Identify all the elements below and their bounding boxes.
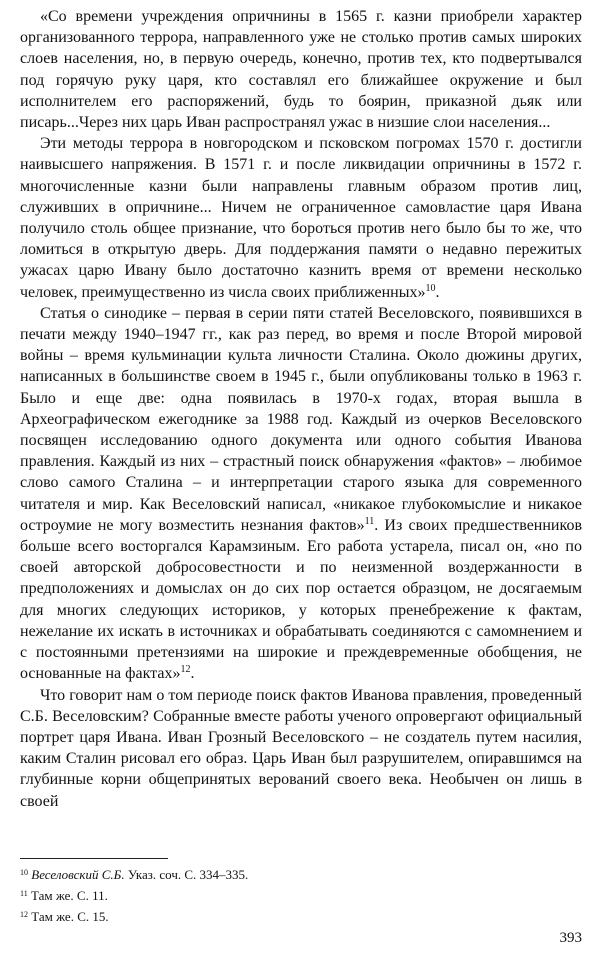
footnote-ref-10[interactable]: 10 [425, 282, 436, 294]
footnotes [20, 864, 580, 927]
main-text [20, 6, 582, 812]
paragraph-2: Эти методы террора в новгородском и псковском погромах 1570 г. достигли наивысшего напряжения. В 1571 г. и после ликвидации опричнины в 1572 г. многочисленные казни были направлены главным образом против лиц, служивших в опричнине... Ничем не ограниченное самовластие царя Ивана получило столь общее признание, что бороться против него было бы то же, что ломиться в открытую дверь. Для поддержания памяти о недавно пережитых ужасах царю Ивану было достаточно казнить время от времени несколько человек, преимущественно из числа своих приближенных»$^{10}$. [20, 135, 582, 301]
paragraph-4: Что говорит нам о том периоде поиск фактов Иванова правления, проведенный С.Б. Веселовским? Собранные вместе работы ученого опровергают официальный портрет царя Ивана. Иван Грозный Веселовского – не создатель путем насилия, каким Сталин рисовал его образ. Царь Иван был разрушителем, опиравшимся на глубинные корни общепринятых верований своего века. Необычен он лишь в своей [20, 686, 582, 810]
paragraph-1: «Со времени учреждения опричнины в 1565 г. казни приобрели характер организованного террора, направленного уже не столько против самых широких слоев населения, но, в первую очередь, конечно, против тех, кто подвертывался под горячую руку царя, кто составлял его ближайшее окружение и был исполнителем его распоряжений, будь то боярин, приказной дьяк или писарь...Через них царь Иван распространял ужас в низшие слои населения... [20, 8, 582, 132]
footnote-divider [20, 858, 168, 859]
footnote-11: $^{11}$ Там же. С. 11. [20, 888, 108, 903]
page-number: 393 [559, 930, 582, 946]
footnote-10: $^{10}$ Веселовский С.Б. Указ. соч. С. 334–335. [20, 867, 249, 882]
paragraph-3: Статья о синодике – первая в серии пяти статей Веселовского, появившихся в печати между 1940–1947 гг., как раз перед, во время и после Второй мировой войны – время кульминации культа личности Сталина. Около дюжины других, написанных в большинстве своем в 1945 г., были опубликованы только в 1963 г. Было и еще две: одна появилась в 1970-х годах, вторая вышла в Археографическом ежегоднике за 1988 год. Каждый из очерков Веселовского посвящен исследованию одного документа или одного события Иванова правления. Каждый из них – страстный поиск обнаружения «фактов» – любимое слово самого Сталина – и интерпретации старого языка для современного читателя и мир. Как Веселовский написал, «никакое глубокомыслие и никакое остроумие не могу возместить незнания фактов»$^{11}$. Из своих предшественников больше всего восторгался Карамзиным. Его работа устарела, писал он, «но по своей авторской добросовестности и по неизменной воздержанности в предположениях и домыслах он до сих пор остается образцом, не досягаемым для многих следующих историков, у которых пренебрежение к фактам, нежелание их искать в источниках и обрабатывать соединяются с самомнением и с постоянными претензиями на широкие и преждевременные обобщения, не основанные на фактах»$^{12}$. [20, 304, 583, 683]
footnote-12: $^{12}$ Там же. С. 15. [20, 909, 109, 924]
footnote-ref-12[interactable]: 12 [180, 664, 191, 676]
footnote-ref-11[interactable]: 11 [364, 515, 375, 527]
footnote-author: Веселовский С.Б. [31, 867, 125, 882]
